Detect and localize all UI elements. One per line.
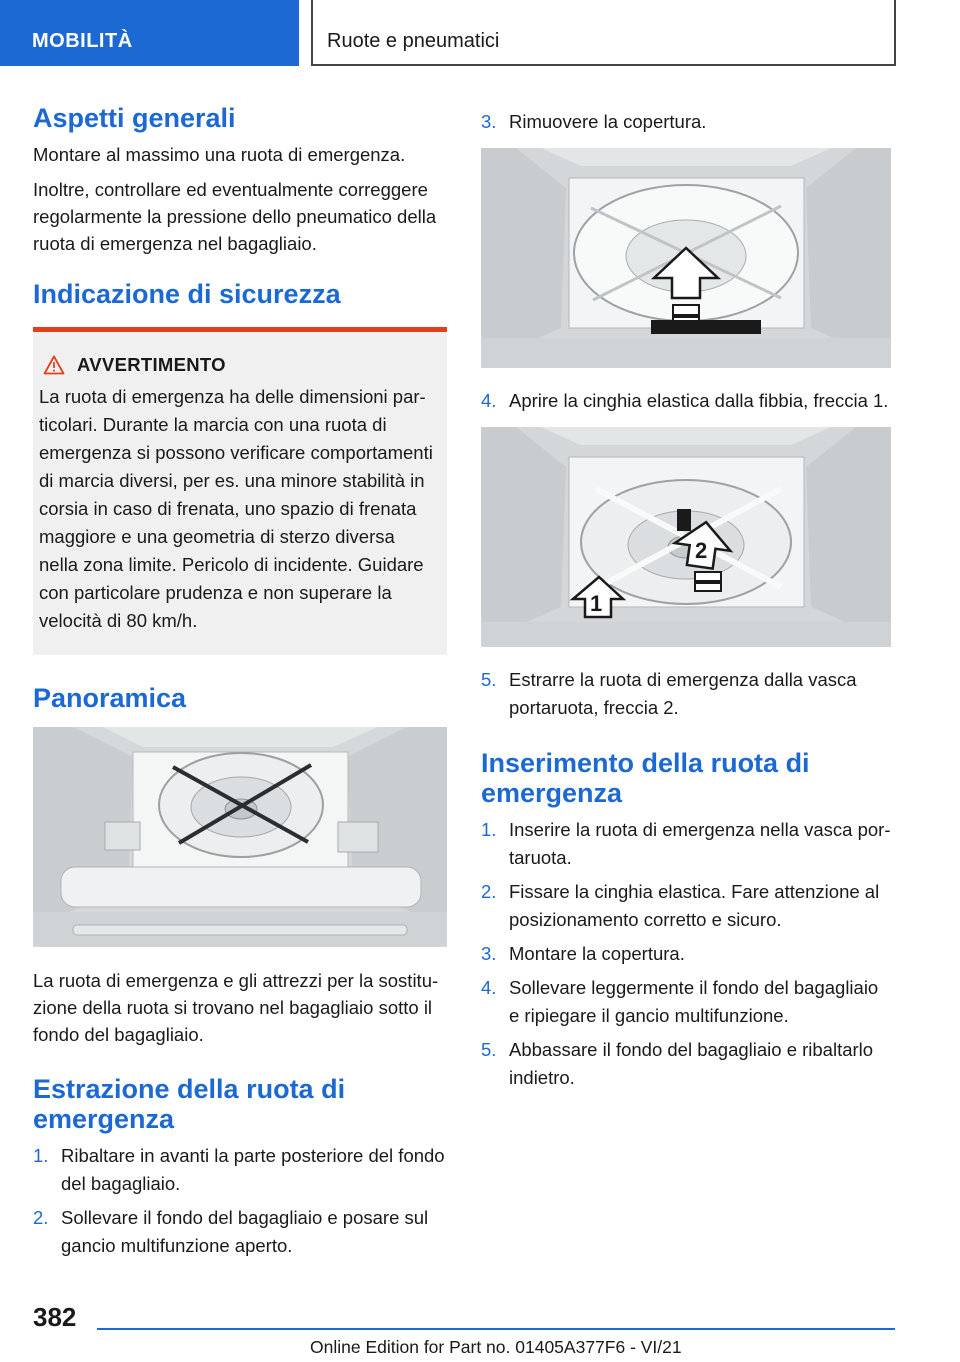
warning-title: AVVERTIMENTO xyxy=(77,354,226,375)
arrow-label-2: 2 xyxy=(695,538,708,563)
list-item: 1. Inserire la ruota di emergenza nella vasca portaruota. xyxy=(481,819,891,868)
remove-cover-image xyxy=(481,148,891,373)
paragraph-generali-1: Montare al massimo una ruota di emergenza. xyxy=(33,144,406,165)
chapter-tab xyxy=(311,0,896,66)
extraction-steps-list xyxy=(33,1142,447,1260)
warning-triangle-icon xyxy=(43,355,65,375)
list-item: 3. Montare la copertura. xyxy=(481,943,685,964)
list-item: 4. Sollevare leggermente il fondo del bagagliaio e ripiegare il gancio multifunzione. xyxy=(481,977,879,1026)
extraction-step-4 xyxy=(481,387,891,415)
list-item: 4. Aprire la cinghia elastica dalla fibbia, freccia 1. xyxy=(481,390,889,411)
list-item: 3. Rimuovere la copertura. xyxy=(481,111,707,132)
extraction-step-3 xyxy=(481,108,891,136)
extraction-step-5 xyxy=(481,666,891,722)
warning-header xyxy=(43,354,439,376)
arrow-label-1: 1 xyxy=(590,591,603,616)
section-title: MOBILITÀ xyxy=(32,30,133,52)
trunk-overview-image xyxy=(33,727,447,947)
right-column xyxy=(481,100,891,1098)
heading-indicazione-sicurezza: Indicazione di sicurezza xyxy=(33,279,341,309)
heading-panoramica: Panoramica xyxy=(33,683,187,713)
page-number: 382 xyxy=(33,1302,77,1332)
heading-inserimento: Inserimento della ruota di emergenza xyxy=(481,748,810,808)
paragraph-panoramica: La ruota di emergenza e gli attrezzi per la sostituzione della ruota si trovano nel bagagliaio sotto il fondo del bagagliaio. xyxy=(33,970,439,1045)
left-column xyxy=(33,100,447,1266)
section-tab xyxy=(0,0,299,66)
warning-box xyxy=(33,327,447,655)
list-item: 1. Ribaltare in avanti la parte posteriore del fondo del bagagliaio. xyxy=(33,1145,445,1194)
edition-footer: Online Edition for Part no. 01405A377F6 - VI/21 xyxy=(310,1337,682,1357)
list-item: 2. Fissare la cinghia elastica. Fare attenzione al posizionamento corretto e sicuro. xyxy=(481,881,880,930)
list-item: 2. Sollevare il fondo del bagagliaio e posare sul gancio multifunzione aperto. xyxy=(33,1207,429,1256)
list-item: 5. Estrarre la ruota di emergenza dalla vasca portaruota, freccia 2. xyxy=(481,669,857,718)
heading-estrazione: Estrazione della ruota di emergenza xyxy=(33,1074,346,1134)
open-strap-image xyxy=(481,427,891,652)
paragraph-generali-2: Inoltre, controllare ed eventualmente correggere regolarmente la pressione dello pneumatico della ruota di emergenza nel bagagliaio. xyxy=(33,179,437,254)
insertion-steps-list xyxy=(481,816,891,1092)
heading-aspetti-generali: Aspetti generali xyxy=(33,103,236,133)
list-item: 5. Abbassare il fondo del bagagliaio e ribaltarlo indietro. xyxy=(481,1039,874,1088)
warning-text: La ruota di emergenza ha delle dimensioni particolari. Durante la marcia con una ruota di emergenza si possono verificare comportamenti di marcia diversi, per es. una minore stabilità in corsia in caso di frenata, uno spazio di frenata maggiore e una geometria di sterzo diversa nella zona limite. Pericolo di incidente. Guidare con particolare prudenza e non superare la velocità di 80 km/h. xyxy=(39,386,433,631)
footer-divider xyxy=(97,1328,895,1330)
chapter-title: Ruote e pneumatici xyxy=(327,30,500,52)
